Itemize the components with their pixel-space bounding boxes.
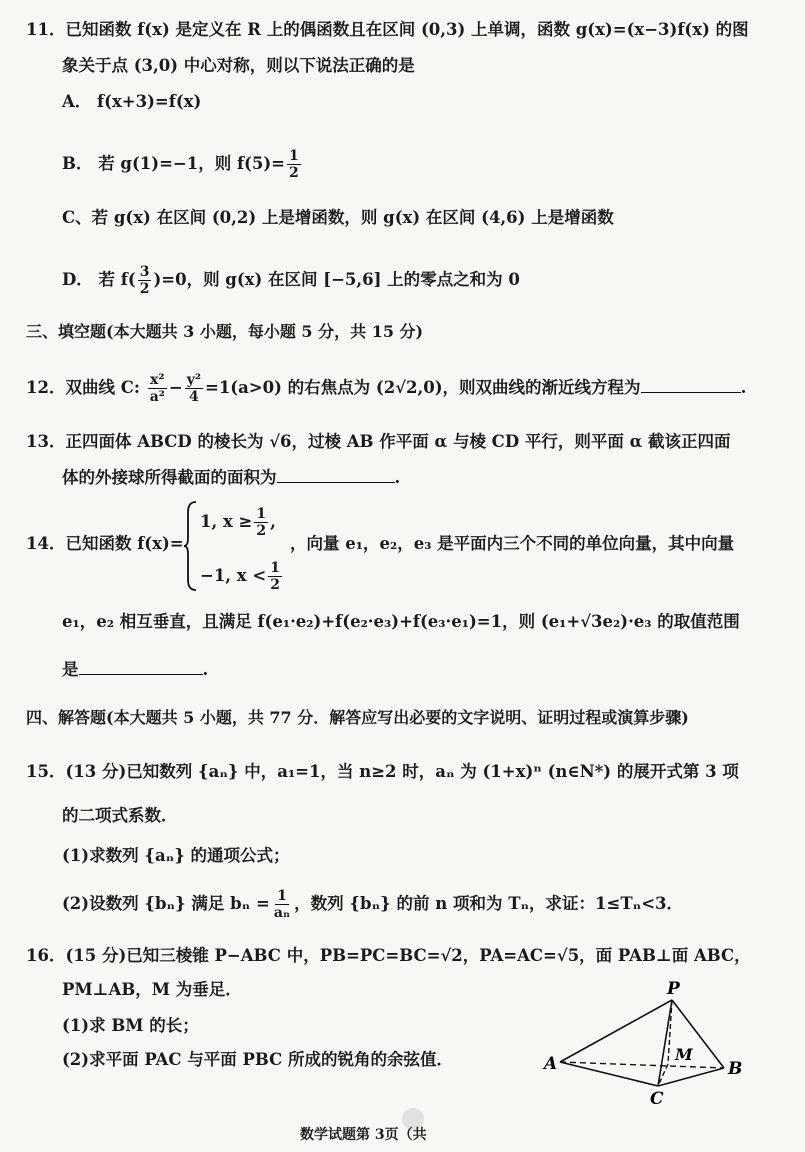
fraction-numerator: 1: [270, 560, 280, 576]
fraction-numerator: x²: [150, 372, 165, 388]
q13-line2: [62, 464, 400, 490]
q11-option-d-post: )=0，则 g(x) 在区间 [−5,6] 上的零点之和为 0: [153, 270, 520, 289]
q11-option-d-fraction: [138, 264, 152, 297]
q12-fraction-1: [148, 372, 167, 405]
fraction-denominator: 4: [188, 389, 199, 405]
section-4-heading: 四、解答题(本大题共 5 小题，共 77 分．解答应写出必要的文字说明、证明过程或演算步骤): [26, 708, 689, 727]
q12-minus: −: [168, 378, 183, 397]
q13-answer-blank[interactable]: [277, 464, 395, 483]
label-a: A: [544, 1054, 558, 1074]
q11-option-c: C、若 g(x) 在区间 (0,2) 上是增函数，则 g(x) 在区间 (4,6) 上是增函数: [62, 208, 614, 227]
fraction-denominator: 2: [288, 165, 299, 181]
q14-brace: [184, 500, 198, 592]
q11-option-b: [62, 148, 303, 181]
q11-line1: 11．已知函数 f(x) 是定义在 R 上的偶函数且在区间 (0,3) 上单调，函数 g(x)=(x−3)f(x) 的图: [26, 20, 749, 39]
label-m: M: [675, 1045, 693, 1064]
q11-option-d-pre: D． 若 f(: [62, 270, 136, 289]
q15-part2-pre: (2)设数列 {bₙ} 满足 bₙ =: [62, 894, 270, 913]
section-3-heading: 三、填空题(本大题共 3 小题，每小题 5 分，共 15 分): [26, 322, 424, 341]
label-b: B: [728, 1059, 743, 1079]
q15-line2: 的二项式系数．: [62, 806, 178, 825]
fraction-denominator: 2: [139, 281, 150, 297]
q14-case-2: [200, 560, 284, 593]
page-footer: 数学试题第 3页（共: [300, 1127, 427, 1143]
q16-line1: 16．(15 分)已知三棱锥 P−ABC 中，PB=PC=BC=√2，PA=AC=√5，面 PAB⊥面 ABC，: [26, 946, 751, 965]
q14-line3-text: 是: [62, 660, 79, 679]
q11-option-a: A． f(x+3)=f(x): [62, 92, 202, 111]
q16-line2: PM⊥AB，M 为垂足．: [62, 980, 242, 999]
q13-line2-text: 体的外接球所得截面的面积为: [62, 468, 277, 487]
q14-pre: 14．已知函数 f(x)=: [26, 534, 184, 553]
q14-line2: e₁，e₂ 相互垂直，且满足 f(e₁·e₂)+f(e₂·e₃)+f(e₃·e₁)=1，则 (e₁+√3e₂)·e₃ 的取值范围: [62, 612, 740, 631]
edge-cb: [658, 1068, 724, 1086]
q14-case-1: [200, 506, 276, 539]
q15-part2-post: ，数列 {bₙ} 的前 n 项和为 Tₙ，求证：1≤Tₙ<3．: [294, 894, 684, 913]
fraction-numerator: 3: [139, 264, 150, 280]
q14-line3: [62, 656, 208, 682]
fraction-denominator: 2: [270, 577, 280, 593]
q11-option-b-text: B． 若 g(1)=−1，则 f(5)=: [62, 154, 285, 173]
fraction-numerator: y²: [186, 372, 201, 388]
label-c: C: [650, 1089, 664, 1108]
pyramid-figure: [540, 978, 760, 1108]
fraction-denominator: a²: [149, 389, 165, 405]
q14-post: ，向量 e₁，e₂，e₃ 是平面内三个不同的单位向量，其中向量: [290, 534, 735, 553]
q15-part2-fraction: [272, 888, 292, 921]
q14-case-1-end: ,: [270, 512, 276, 531]
fraction-numerator: 1: [256, 506, 267, 522]
q11-option-d: [62, 264, 520, 297]
q14-case-2-text: −1, x <: [200, 566, 267, 585]
q12-end: .: [740, 378, 747, 397]
label-p: P: [667, 979, 680, 999]
edge-ab-hidden: [560, 1062, 724, 1068]
q16-part2: (2)求平面 PAC 与平面 PBC 所成的锐角的余弦值．: [62, 1050, 454, 1069]
fraction-numerator: 1: [288, 148, 299, 164]
q14-case-1-fraction: [254, 506, 268, 539]
q15-part1: (1)求数列 {aₙ} 的通项公式；: [62, 846, 290, 865]
q15-line1: 15．(13 分)已知数列 {aₙ} 中，a₁=1，当 n≥2 时，aₙ 为 (1+x)ⁿ (n∈N*) 的展开式第 3 项: [26, 762, 739, 781]
fraction-numerator: 1: [277, 888, 287, 904]
q12-fraction-2: [185, 372, 203, 405]
edge-pa: [560, 1000, 672, 1062]
q12-line: [26, 372, 746, 405]
q13-line1: 13．正四面体 ABCD 的棱长为 √6，过棱 AB 作平面 α 与棱 CD 平行，则平面 α 截该正四面: [26, 432, 731, 451]
q12-pre: 12．双曲线 C:: [26, 378, 146, 397]
q12-answer-blank[interactable]: [641, 374, 741, 393]
q15-part2: [62, 888, 683, 921]
q13-end: .: [394, 468, 401, 487]
q14-end: .: [202, 660, 209, 679]
q14-case-1-text: 1, x ≥: [200, 512, 253, 531]
fraction-denominator: 2: [256, 523, 267, 539]
q11-option-b-fraction: [287, 148, 301, 181]
q14-case-2-fraction: [268, 560, 282, 593]
q12-post: =1(a>0) 的右焦点为 (2√2,0)，则双曲线的渐近线方程为: [205, 378, 641, 397]
fraction-denominator: aₙ: [273, 905, 291, 921]
q11-line2: 象关于点 (3,0) 中心对称，则以下说法正确的是: [62, 56, 415, 75]
q14-answer-blank[interactable]: [79, 656, 203, 675]
q16-part1: (1)求 BM 的长；: [62, 1016, 199, 1035]
